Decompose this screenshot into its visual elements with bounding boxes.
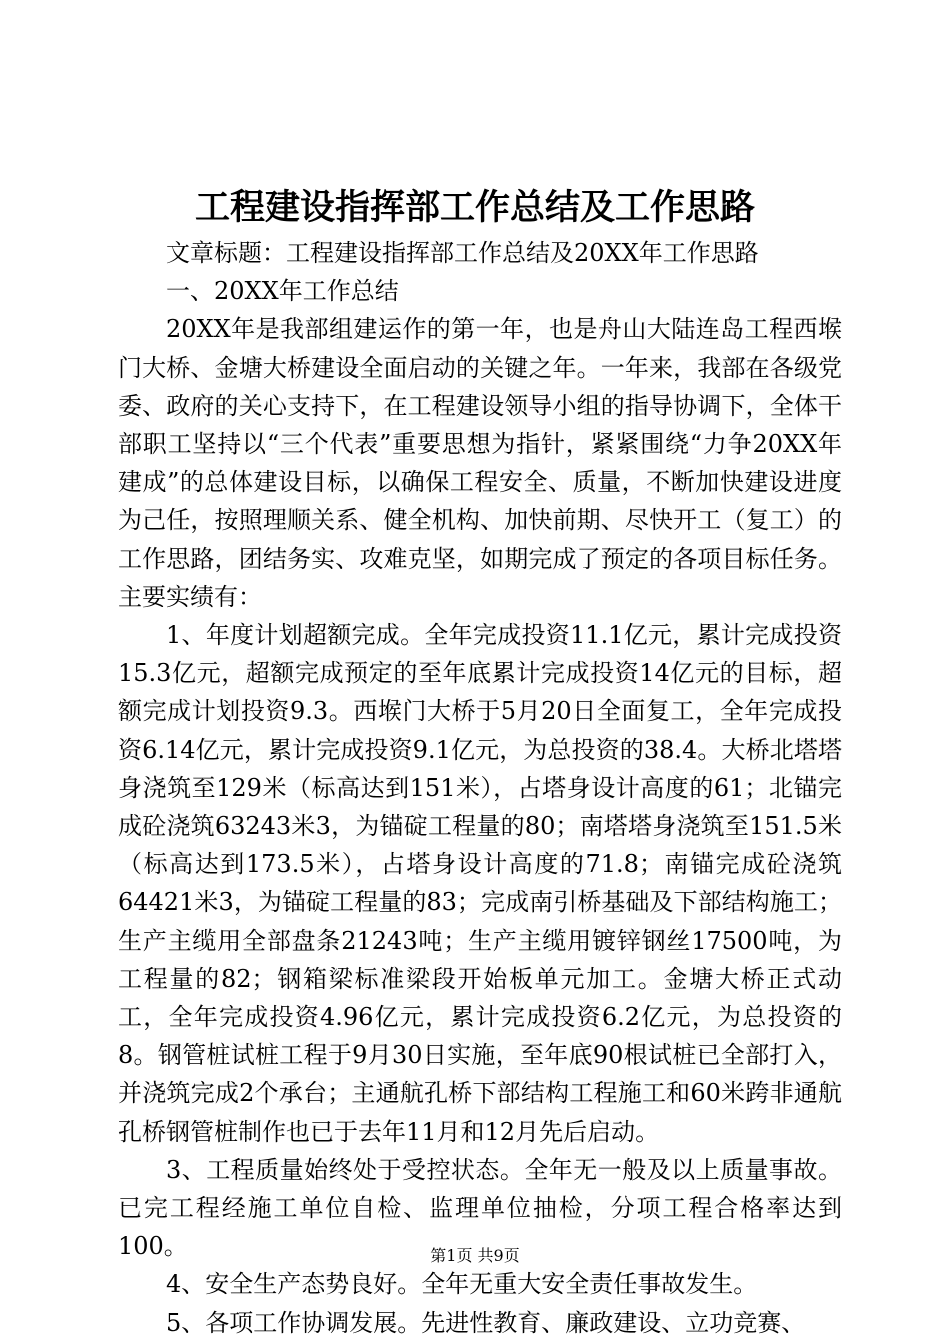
paragraph-item-1: 1、年度计划超额完成。全年完成投资11.1亿元，累计完成投资15.3亿元，超额完成预定的至年底累计完成投资14亿元的目标，超额完成计划投资9.3。西堠门大桥于5月20日全面复工，全年完成投资6.14亿元，累计完成投资9.1亿元，为总投资的38.4。大桥北塔塔身浇筑至129米（标高达到151米），占塔身设计高度的61；北锚完成砼浇筑63243米3，为锚碇工程量的80；南塔塔身浇筑至151.5米（标高达到173.5米），占塔身设计高度的71.8；南锚完成砼浇筑64421米3，为锚碇工程量的83；完成南引桥基础及下部结构施工；生产主缆用全部盘条21243吨；生产主缆用镀锌钢丝17500吨，为工程量的82；钢箱梁标准梁段开始板单元加工。金塘大桥正式动工，全年完成投资4.96亿元，累计完成投资6.2亿元，为总投资的8。钢管桩试桩工程于9月30日实施，至年底90根试桩已全部打入，并浇筑完成2个承台；主通航孔桥下部结构工程施工和60米跨非通航孔桥钢管桩制作也已于去年11月和12月先后启动。 bbox=[118, 621, 842, 1146]
document-body bbox=[118, 234, 842, 1342]
section-heading: 一、20XX年工作总结 bbox=[166, 277, 399, 306]
paragraph-item-4: 4、安全生产态势良好。全年无重大安全责任事故发生。 bbox=[166, 1270, 758, 1299]
page-footer: 第1页 共9页 bbox=[430, 1246, 520, 1265]
paragraph-item-3: 3、工程质量始终处于受控状态。全年无一般及以上质量事故。已完工程经施工单位自检、监理单位抽检，分项工程合格率达到100。 bbox=[118, 1155, 842, 1261]
paragraph-item-5: 5、各项工作协调发展。先进性教育、廉政建设、立功竞赛、 bbox=[166, 1308, 806, 1337]
article-title-line: 文章标题：工程建设指挥部工作总结及20XX年工作思路 bbox=[166, 239, 759, 267]
paragraph-intro: 20XX年是我部组建运作的第一年，也是舟山大陆连岛工程西堠门大桥、金塘大桥建设全面启动的关键之年。一年来，我部在各级党委、政府的关心支持下，在工程建设领导小组的指导协调下，全体干部职工坚持以“三个代表”重要思想为指针，紧紧围绕“力争20XX年建成”的总体建设目标，以确保工程安全、质量，不断加快建设进度为己任，按照理顺关系、健全机构、加快前期、尽快开工（复工）的工作思路，团结务实、攻难克坚，如期完成了预定的各项目标任务。主要实绩有： bbox=[118, 315, 842, 611]
document-title: 工程建设指挥部工作总结及工作思路 bbox=[194, 187, 755, 228]
